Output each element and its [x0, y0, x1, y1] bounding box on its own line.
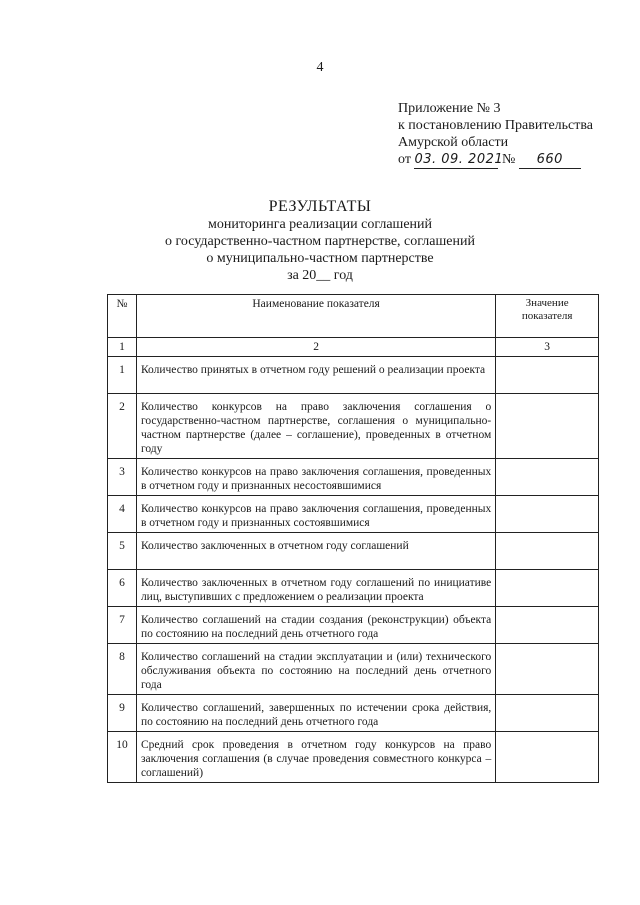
row-value: [496, 695, 599, 732]
table-row: [108, 732, 599, 783]
row-num: 4: [108, 496, 137, 533]
header-name: Наименование показателя: [136, 295, 495, 338]
row-name: Количество принятых в отчетном году решений о реализации проекта: [136, 357, 495, 394]
page-number: 4: [316, 60, 324, 75]
column-number-2: 2: [136, 338, 495, 357]
table-header-row: [108, 295, 599, 338]
number-prefix: №: [501, 152, 516, 167]
appendix-line-2: к постановлению Правительства: [398, 118, 594, 133]
row-name: Средний срок проведения в отчетном году конкурсов на право заключения соглашения (в случае проведения совместного конкурса – соглашений): [136, 732, 495, 783]
column-number-3: 3: [496, 338, 599, 357]
row-value: [496, 533, 599, 570]
appendix-block: [398, 100, 593, 169]
decree-number: 660: [519, 151, 581, 169]
header-value: Значение показателя: [496, 295, 599, 338]
row-num: 8: [108, 644, 137, 695]
row-num: 3: [108, 459, 137, 496]
document-title: [0, 198, 640, 284]
column-number-row: [108, 338, 599, 357]
results-table: [107, 294, 599, 783]
table-row: [108, 644, 599, 695]
row-name: Количество конкурсов на право заключения соглашения о государственно-частном партнерстве, соглашения о муниципально-частном партнерстве (далее – соглашение), проведенных в отчетном году: [136, 394, 495, 459]
row-num: 7: [108, 607, 137, 644]
row-value: [496, 394, 599, 459]
table-row: [108, 459, 599, 496]
row-num: 5: [108, 533, 137, 570]
title-line-3: о муниципально-частном партнерстве: [206, 251, 434, 266]
table-row: [108, 533, 599, 570]
appendix-line-3: Амурской области: [398, 135, 509, 150]
row-num: 2: [108, 394, 137, 459]
title-line-4: за 20__ год: [287, 268, 353, 283]
row-name: Количество соглашений, завершенных по истечении срока действия, по состоянию на последний день отчетного года: [136, 695, 495, 732]
row-num: 10: [108, 732, 137, 783]
row-value: [496, 607, 599, 644]
table-row: [108, 394, 599, 459]
row-name: Количество соглашений на стадии создания (реконструкции) объекта по состоянию на последний день отчетного года: [136, 607, 495, 644]
appendix-line-1: Приложение № 3: [398, 101, 501, 116]
row-value: [496, 644, 599, 695]
row-num: 6: [108, 570, 137, 607]
table-row: [108, 357, 599, 394]
table-row: [108, 496, 599, 533]
row-name: Количество заключенных в отчетном году соглашений: [136, 533, 495, 570]
row-num: 1: [108, 357, 137, 394]
column-number-1: 1: [108, 338, 137, 357]
row-value: [496, 570, 599, 607]
header-num: №: [108, 295, 137, 338]
title-line-1: мониторинга реализации соглашений: [207, 217, 433, 232]
row-num: 9: [108, 695, 137, 732]
appendix-date-line: [398, 151, 593, 169]
row-name: Количество соглашений на стадии эксплуатации и (или) технического обслуживания объекта по состоянию на последний день отчетного года: [136, 644, 495, 695]
row-value: [496, 496, 599, 533]
row-value: [496, 357, 599, 394]
table-row: [108, 695, 599, 732]
row-value: [496, 732, 599, 783]
date-prefix: от: [398, 152, 411, 167]
row-name: Количество заключенных в отчетном году соглашений по инициативе лиц, выступивших с предложением о реализации проекта: [136, 570, 495, 607]
title-main: РЕЗУЛЬТАТЫ: [268, 198, 372, 215]
table-row: [108, 607, 599, 644]
row-value: [496, 459, 599, 496]
row-name: Количество конкурсов на право заключения соглашения, проведенных в отчетном году и признанных несостоявшимися: [136, 459, 495, 496]
table-row: [108, 570, 599, 607]
title-line-2: о государственно-частном партнерстве, соглашений: [165, 234, 475, 249]
signed-date: 03. 09. 2021: [414, 152, 504, 167]
row-name: Количество конкурсов на право заключения соглашения, проведенных в отчетном году и признанных состоявшимися: [136, 496, 495, 533]
